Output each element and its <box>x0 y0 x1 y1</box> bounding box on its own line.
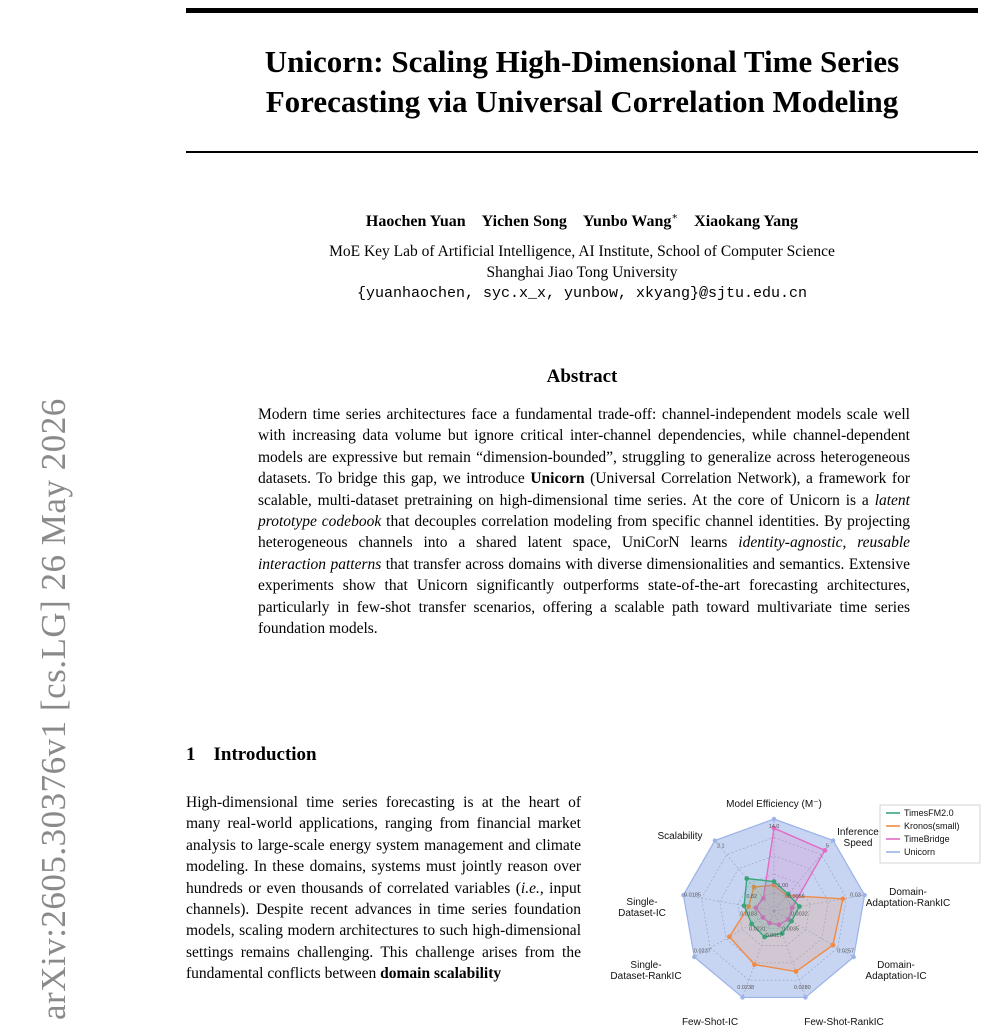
radar-inner-tick-label: 0.0032 <box>790 911 808 918</box>
radar-tick-label: 0.0280 <box>793 984 811 991</box>
paper-title <box>186 42 978 122</box>
affiliation-block <box>186 241 978 304</box>
abstract-body: Modern time series architectures face a fundamental trade-off: channel-independent models scale well with increasing data volume but ignore critical inter-channel dependencies, while channel-dependent models are expressive but remain “dimension-bounded”, struggling to generalize across heterogeneous datasets. To bridge this gap, we introduce Unicorn (Universal Correlation Network), a framework for scalable, multi-dataset pretraining on high-dimensional time series. At the core of Unicorn is a latent prototype codebook that decouples correlation modeling from specific channel identities. By projecting heterogeneous channels into a shared latent space, UniCorN learns identity-agnostic, reusable interaction patterns that transfer across domains with diverse dimensionalities and semantics. Extensive experiments show that Unicorn significantly outperforms state-of-the-art forecasting architectures, particularly in few-shot transfer scenarios, offering a scalable path toward multivariate time series foundation models. <box>258 406 911 638</box>
affiliation-line-1: MoE Key Lab of Artificial Intelligence, AI Institute, School of Computer Science <box>329 243 835 260</box>
radar-point <box>749 921 754 926</box>
radar-inner-tick-label: 0.82 <box>746 894 758 901</box>
radar-axis-label: Few-Shot-RankIC <box>804 1017 884 1028</box>
radar-point <box>803 995 807 999</box>
legend-label: TimeBridge <box>904 834 950 844</box>
radar-inner-tick-label: 0.0055 <box>787 894 805 901</box>
radar-axis-label: Model Efficiency (M⁻) <box>726 799 822 810</box>
radar-point <box>797 904 802 909</box>
author-name: Yunbo Wang <box>582 213 672 231</box>
radar-axis-label: Single-Dataset-RankIC <box>610 960 682 982</box>
radar-axis-label: Domain-Adaptation-IC <box>865 960 927 982</box>
intro-paragraph: High-dimensional time series forecasting is at the heart of many real-world applications, ranging from financial market analysis to large-scale energy system management and climate modeling. In these domains, systems must jointly reason over hundreds or even thousands of correlated variables (i.e., input channels). Despite recent advances in time series foundation models, scaling modern architectures to such high-dimensional settings remains challenging. This challenge arises from the fundamental conflicts between domain scalability <box>186 794 581 983</box>
radar-point <box>727 934 732 939</box>
radar-inner-tick-label: 0.0183 <box>740 911 758 918</box>
abstract-heading: Abstract <box>546 366 618 387</box>
radar-point <box>840 896 845 901</box>
corresponding-mark: ∗ <box>671 212 679 223</box>
radar-axis-label: Few-Shot-IC <box>681 1017 739 1028</box>
abstract-italic-codebook: latent prototype codebook <box>258 491 910 531</box>
abstract-italic-patterns: identity-agnostic, reusable interaction patterns <box>258 534 910 573</box>
radar-point <box>742 903 747 908</box>
radar-inner-tick-label: 0.0017 <box>765 932 783 939</box>
arxiv-stamp <box>4 280 73 1020</box>
section-title: Introduction <box>213 744 317 765</box>
radar-chart <box>596 795 984 1029</box>
author-emails: {yuanhaochen, syc.x_x, yunbow, xkyang}@sjtu.edu.cn <box>356 285 808 302</box>
radar-point <box>772 879 777 884</box>
radar-axis-label: Inference Speed <box>837 827 879 849</box>
radar-tick-label: 2.1 <box>716 843 725 850</box>
intro-bold-phrase: domain scalability <box>380 965 502 983</box>
section-heading <box>186 744 317 766</box>
legend-label: Kronos(small) <box>904 821 960 831</box>
radar-tick-label: 0.0237 <box>693 948 711 955</box>
radar-tick-label: 0.0238 <box>737 984 755 991</box>
title-bottom-rule <box>186 151 978 153</box>
radar-tick-label: 0.0185 <box>684 892 701 899</box>
arxiv-id-text: arXiv:2605.30376v1 [cs.LG] 26 May 2026 <box>34 398 73 1020</box>
radar-tick-label: 0.0257 <box>837 948 855 955</box>
radar-point <box>831 838 835 842</box>
radar-tick-label: 0.03 <box>850 892 861 899</box>
section-number: 1 <box>186 744 196 765</box>
legend-label: Unicorn <box>904 847 936 857</box>
radar-inner-tick-label: 0.0035 <box>782 926 799 933</box>
radar-point <box>713 838 717 842</box>
radar-point <box>752 962 757 967</box>
intro-italic-ie: i.e. <box>520 879 540 897</box>
radar-axis-label: Scalability <box>657 831 703 842</box>
radar-axis-label: Domain-Adaptation-RankIC <box>865 887 951 909</box>
radar-point <box>862 893 866 897</box>
legend-label: TimesFM2.0 <box>904 808 954 818</box>
author-name: Haochen Yuan <box>365 213 466 231</box>
radar-point <box>772 817 776 821</box>
top-rule <box>186 8 978 13</box>
radar-point <box>692 955 696 959</box>
title-line-1: Unicorn: Scaling High-Dimensional Time Series <box>264 44 900 79</box>
radar-point <box>789 919 794 924</box>
radar-inner-tick-label: 1.00 <box>777 882 789 889</box>
radar-point <box>794 969 799 974</box>
abstract-bold-unicorn: Unicorn <box>530 470 585 488</box>
author-name: Xiaokang Yang <box>694 213 799 231</box>
author-list <box>186 208 978 232</box>
affiliation-line-2: Shanghai Jiao Tong University <box>486 264 678 281</box>
radar-point <box>740 995 744 999</box>
radar-axis-label: Single-Dataset-IC <box>618 897 666 919</box>
radar-point <box>831 943 836 948</box>
radar-tick-label: 5 <box>825 843 829 850</box>
title-line-2: Forecasting via Universal Correlation Modeling <box>265 84 899 119</box>
radar-point <box>744 876 749 881</box>
radar-inner-tick-label: 0.0231 <box>749 926 766 933</box>
author-name: Yichen Song <box>481 213 567 231</box>
radar-point <box>851 955 855 959</box>
radar-tick-label: 14.0 <box>768 824 780 831</box>
